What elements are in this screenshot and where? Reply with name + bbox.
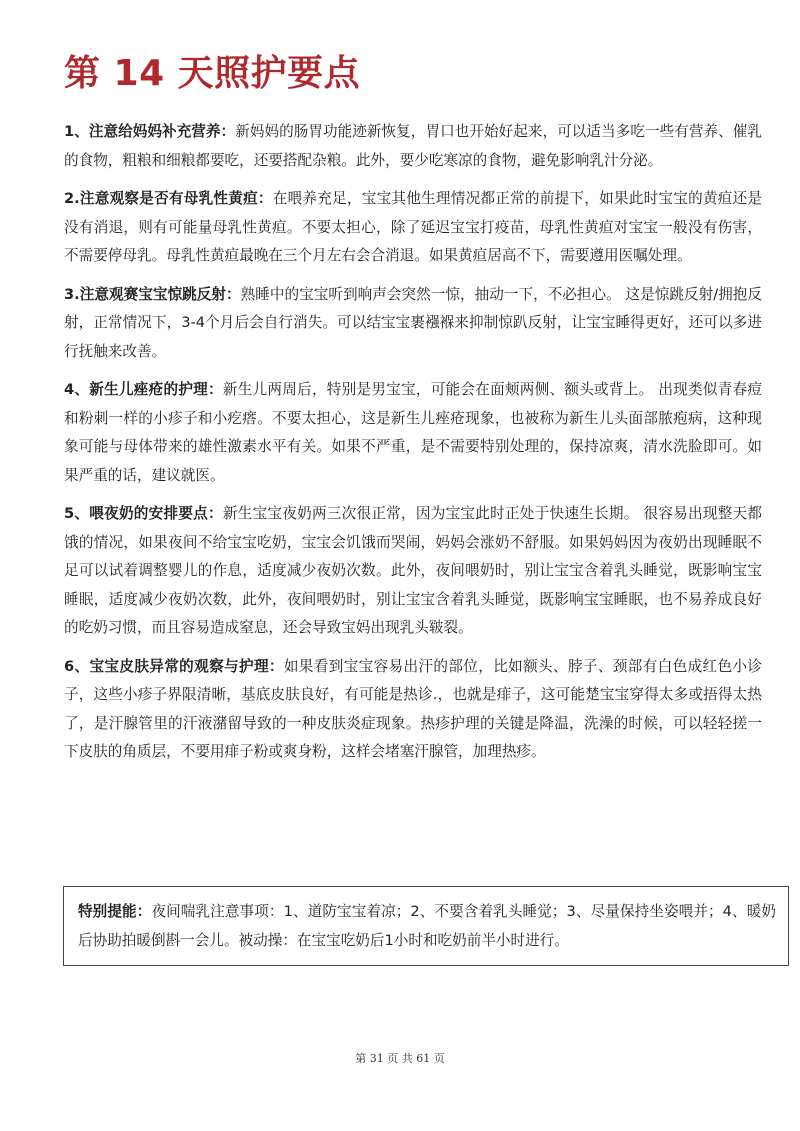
special-tip bbox=[78, 898, 776, 955]
footer-total-pages: 61 bbox=[416, 1052, 431, 1065]
section-text: 如果看到宝宝容易出汗的部位，比如额头、脖子、颈部有白色成红色小诊子，这些小疹子界限清晰，基底皮肤良好，有可能是热诊.，也就是痱子，这可能楚宝宝穿得太多或捂得太热了，是汗腺管里的汗液潴留导致的一种皮肤炎症现象。热疹护理的关键是降温，洗澡的时候，可以轻轻搓一下皮肤的角质层，不要用痱子粉或爽身粉，这样会堵塞汗腺管，加理热疹。 bbox=[64, 657, 762, 760]
section-heading: 2.注意观察是否有母乳性黄疸： bbox=[64, 190, 273, 207]
tip-text: 夜间喘乳注意事项：1、道防宝宝着凉；2、不要含着乳头睡觉；3、尽量保持坐姿喂并；4、暖奶后协助拍暖倒斟一会儿。被动操：在宝宝吃奶后1小时和吃奶前半小时进行。 bbox=[78, 903, 776, 949]
section-startle-reflex bbox=[64, 281, 762, 367]
section-heading: 4、新生儿痤疮的护理： bbox=[64, 381, 223, 398]
footer-label-end: 页 bbox=[433, 1052, 445, 1065]
section-acne bbox=[64, 376, 762, 490]
section-heading: 3.注意观赛宝宝惊跳反射： bbox=[64, 285, 241, 303]
content-body bbox=[64, 118, 762, 777]
section-jaundice bbox=[64, 185, 762, 271]
section-text: 熟睡中的宝宝听到响声会突然一惊，抽动一下，不必担心。 这是惊跳反射/拥抱反射，正常情况下，3-4个月后会自行消失。可以结宝宝裹襁褓来抑制惊趴反射，让宝宝睡得更好，还可以多进行抚触来改善。 bbox=[64, 285, 763, 360]
page-title: 第 14 天照护要点 bbox=[64, 53, 361, 94]
section-heading: 1、注意给妈妈补充营养： bbox=[64, 123, 236, 140]
section-night-feeding bbox=[64, 500, 762, 643]
special-tip-box bbox=[63, 886, 789, 966]
tip-heading: 特别提能： bbox=[78, 903, 152, 920]
footer-current-page: 31 bbox=[369, 1052, 384, 1065]
section-nutrition bbox=[64, 118, 762, 175]
footer-label-page: 第 bbox=[355, 1052, 367, 1065]
section-text: 新妈妈的肠胃功能迹新恢复，胃口也开始好起来，可以适当多吃一些有营养、催乳的食物，粗粮和细粮都要吃，还要搭配杂粮。此外，要少吃寒凉的食物，避免影响乳汁分泌。 bbox=[64, 123, 762, 169]
section-skin-care bbox=[64, 653, 762, 767]
page-footer bbox=[0, 1050, 800, 1066]
section-text: 在喂养充足，宝宝其他生理情况都正常的前提下，如果此时宝宝的黄疸还是没有消退，则有可能量母乳性黄疸。不要太担心，除了延迟宝宝打疫苗，母乳性黄疸对宝宝一般没有伤害，不需要停母乳。母乳性黄疸最晚在三个月左右会合消退。如果黄疸居高不下，需要遵用医嘱处理。 bbox=[64, 190, 762, 264]
section-heading: 6、宝宝皮肤异常的观察与护理： bbox=[64, 657, 284, 675]
footer-label-of: 页 共 bbox=[387, 1052, 413, 1065]
section-text: 新生儿两周后，特别是男宝宝，可能会在面颊两侧、额头或背上。 出现类似青春痘和粉刺一样的小疹子和小疙瘩。不要太担心，这是新生儿痤疮现象，也被称为新生儿头面部脓疱病，这种现象可能与母体带来的雄性激素水平有关。如果不严重，是不需要特别处理的，保持凉爽，清水洗脸即可。如果严重的话，建议就医。 bbox=[64, 381, 762, 484]
section-text: 新生宝宝夜奶两三次很正常，因为宝宝此时正处于快速生长期。 很容易出现整天都饿的情况，如果夜间不给宝宝吃奶，宝宝会饥饿而哭闹，妈妈会涨奶不舒服。如果妈妈因为夜奶出现睡眠不足可以试着调整婴儿的作息，适度减少夜奶次数。此外，夜间喂奶时，别让宝宝含着乳头睡觉，既影响宝宝睡眠，适度减少夜奶次数，此外，夜间喂奶时，别让宝宝含着乳头睡觉，既影响宝宝睡眠，也不易养成良好的吃奶习惯，而且容易造成窒息，还会导致宝妈出现乳头皲裂。 bbox=[64, 505, 762, 636]
section-heading: 5、喂夜奶的安排要点： bbox=[64, 505, 223, 522]
